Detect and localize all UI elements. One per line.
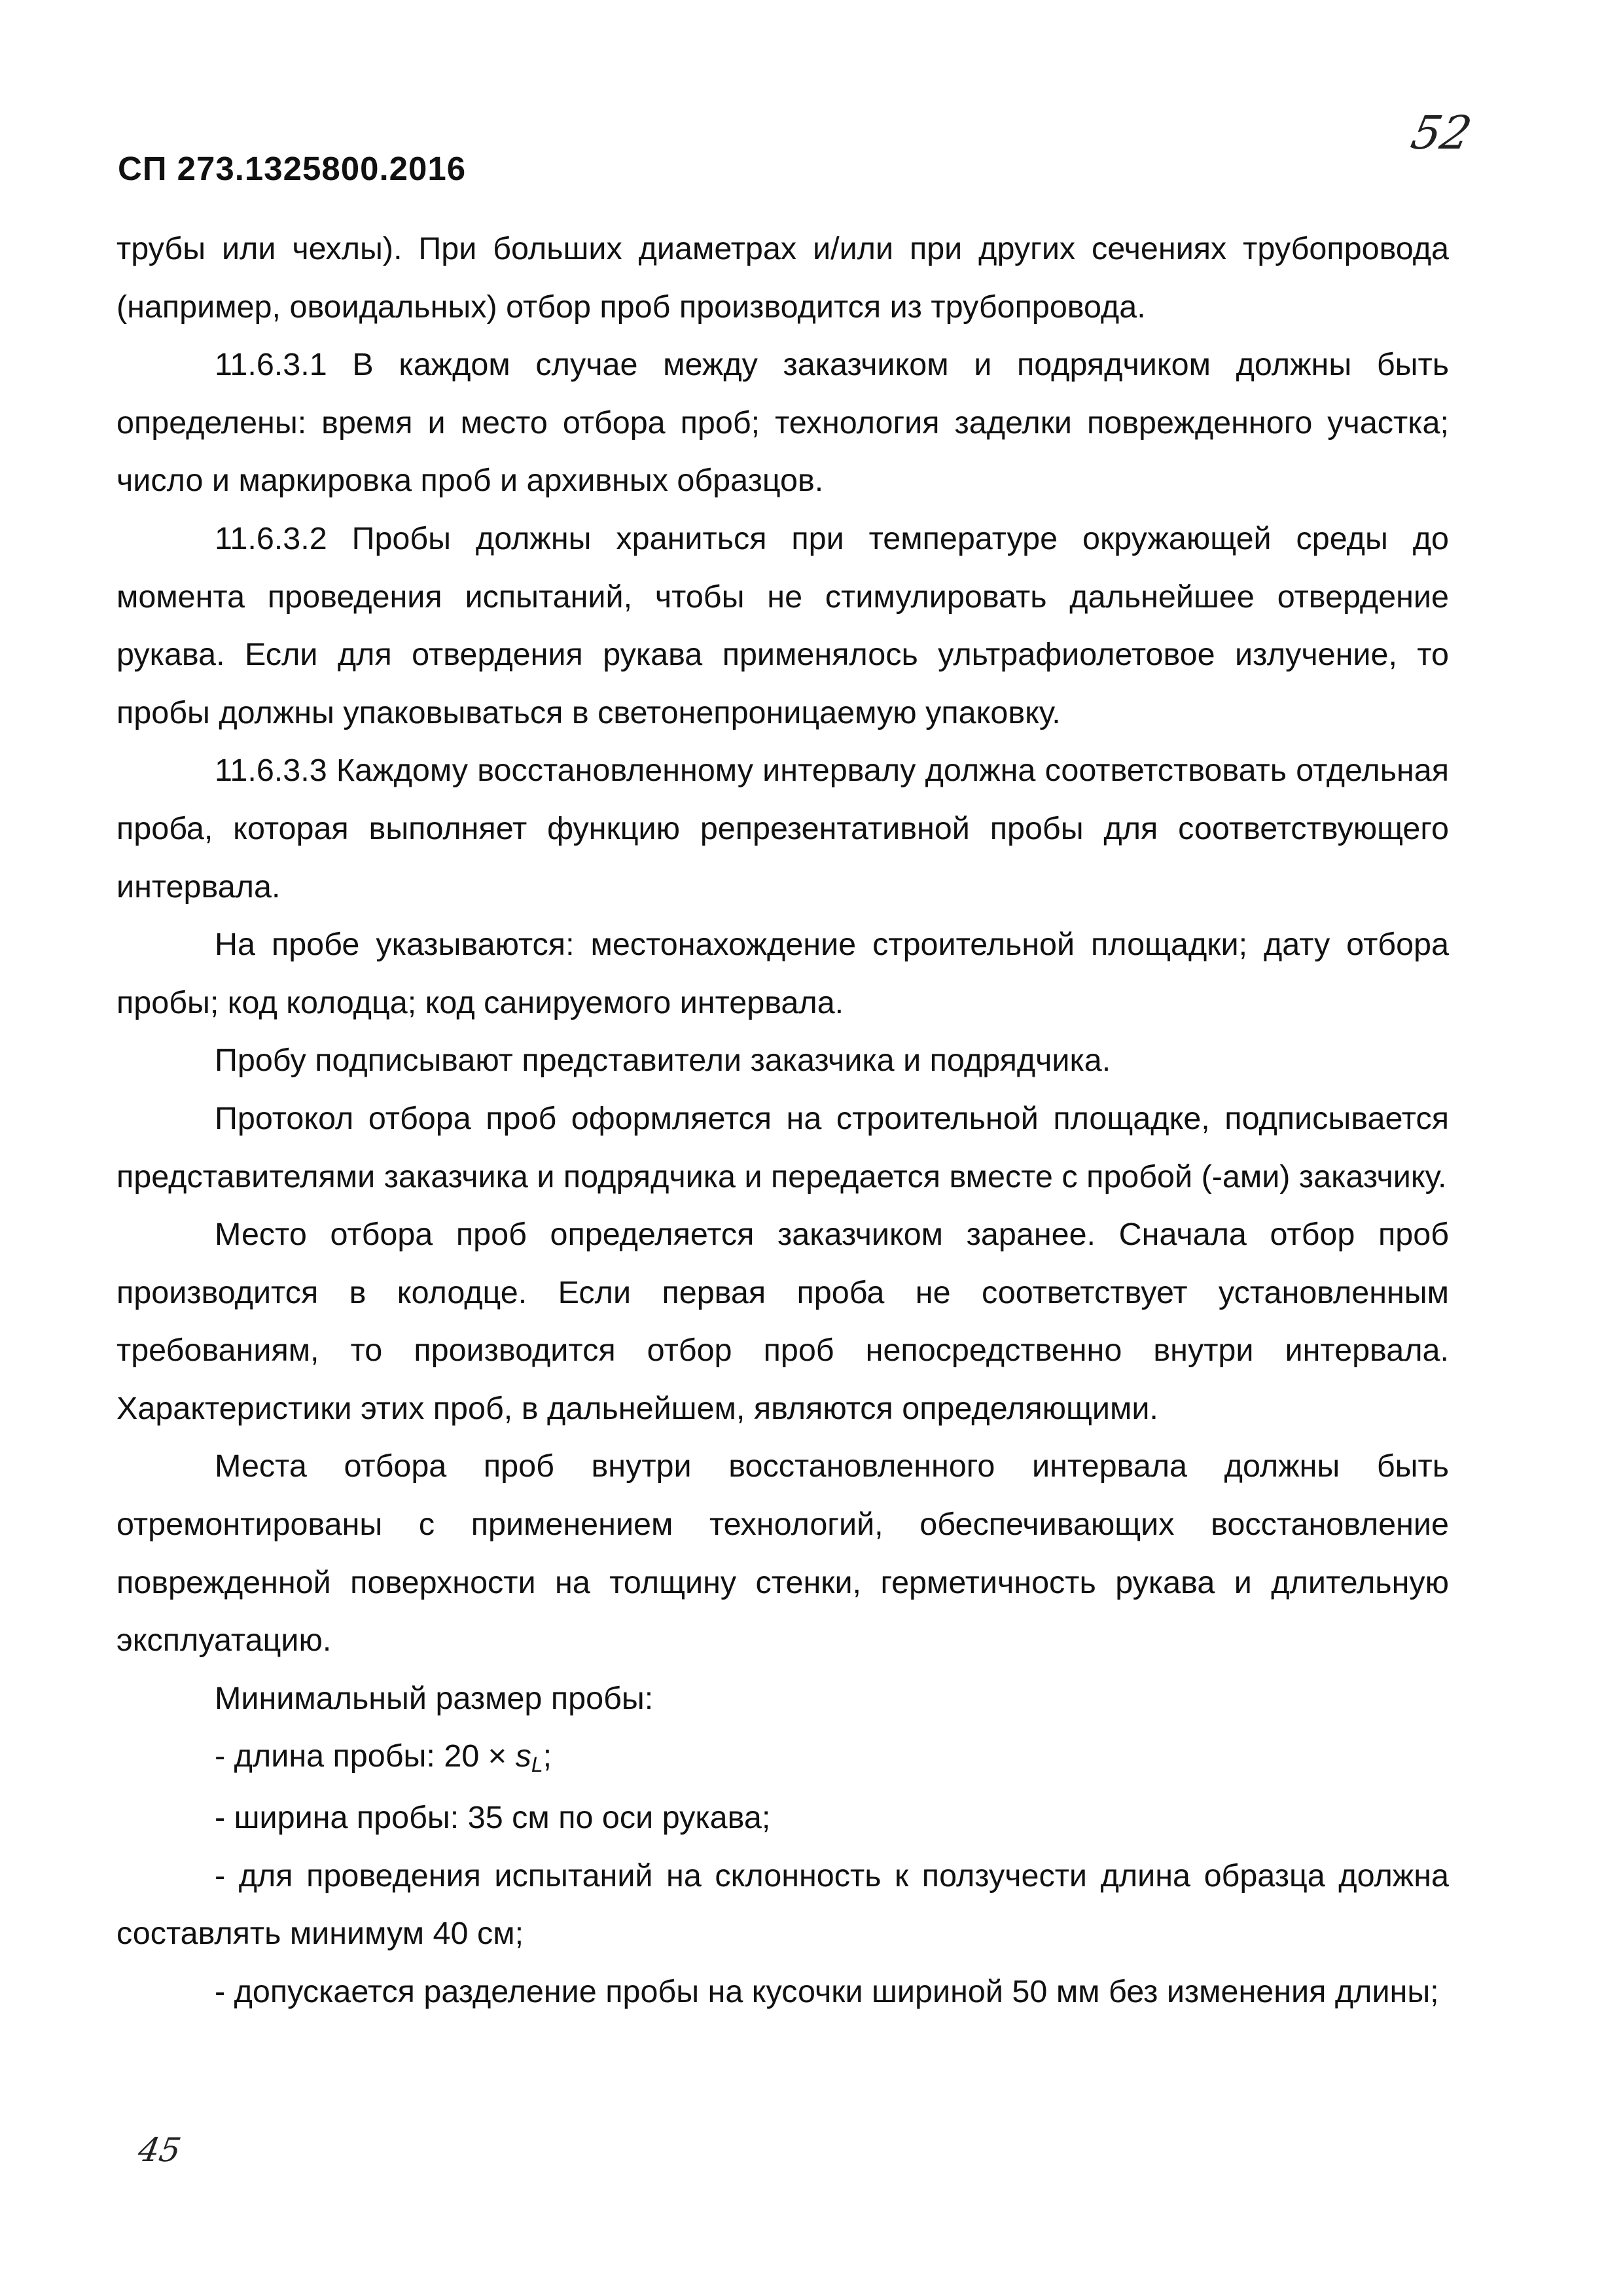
paragraph: трубы или чехлы). При больших диаметрах и/или при других сечениях трубопровода (например, овоидальных) отбор проб производится из трубопровода. xyxy=(116,231,1449,325)
paragraph: Пробу подписывают представители заказчика и подрядчика. xyxy=(215,1043,1111,1079)
math-subscript: L xyxy=(531,1753,543,1777)
list-item: - для проведения испытаний на склонность к ползучести длина образца должна составлять минимум 40 см; xyxy=(116,1857,1449,1952)
list-item: - ширина пробы: 35 см по оси рукава; xyxy=(215,1800,771,1836)
list-item xyxy=(116,1727,1449,1789)
paragraph: Минимальный размер пробы: xyxy=(215,1680,654,1716)
list-item-suffix: ; xyxy=(543,1738,552,1774)
paragraph: Место отбора проб определяется заказчиком заранее. Сначала отбор проб производится в колодце. Если первая проба не соответствует установленным требованиям, то производится отбор проб непосредственно внутри интервала. Характеристики этих проб, в дальнейшем, являются определяющими. xyxy=(116,1217,1449,1426)
list-item: - допускается разделение пробы на кусочки шириной 50 мм без изменения длины; xyxy=(215,1973,1439,2009)
paragraph-11-6-3-3: 11.6.3.3 Каждому восстановленному интервалу должна соответствовать отдельная проба, которая выполняет функцию репрезентативной пробы для соответствующего интервала. xyxy=(116,753,1449,905)
paragraph-11-6-3-1: 11.6.3.1 В каждом случае между заказчиком и подрядчиком должны быть определены: время и место отбора проб; технология заделки поврежденного участка; число и маркировка проб и архивных образцов. xyxy=(116,347,1449,499)
list-item-prefix: - длина пробы: 20 × xyxy=(215,1738,516,1774)
paragraph: На пробе указываются: местонахождение строительной площадки; дату отбора пробы; код колодца; код санируемого интервала. xyxy=(116,927,1449,1020)
math-variable: s xyxy=(515,1738,531,1774)
paragraph-11-6-3-2: 11.6.3.2 Пробы должны храниться при температуре окружающей среды до момента проведения испытаний, чтобы не стимулировать дальнейшее отвердение рукава. Если для отвердения рукава применялось ультрафиолетовое излучение, то пробы должны упаковываться в светонепроницаемую упаковку. xyxy=(116,520,1449,730)
handwritten-page-number: 52 xyxy=(1406,106,1476,160)
document-code-header: СП 273.1325800.2016 xyxy=(118,150,467,187)
paragraph: Протокол отбора проб оформляется на строительной площадке, подписывается представителями заказчика и подрядчика и передается вместе с пробой (-ами) заказчику. xyxy=(116,1100,1449,1194)
handwritten-footer-page-number: 45 xyxy=(135,2131,184,2169)
paragraph: Места отбора проб внутри восстановленного интервала должны быть отремонтированы с применением технологий, обеспечивающих восстановление поврежденной поверхности на толщину стенки, герметичность рукава и длительную эксплуатацию. xyxy=(116,1448,1449,1659)
document-body xyxy=(116,220,1449,2020)
